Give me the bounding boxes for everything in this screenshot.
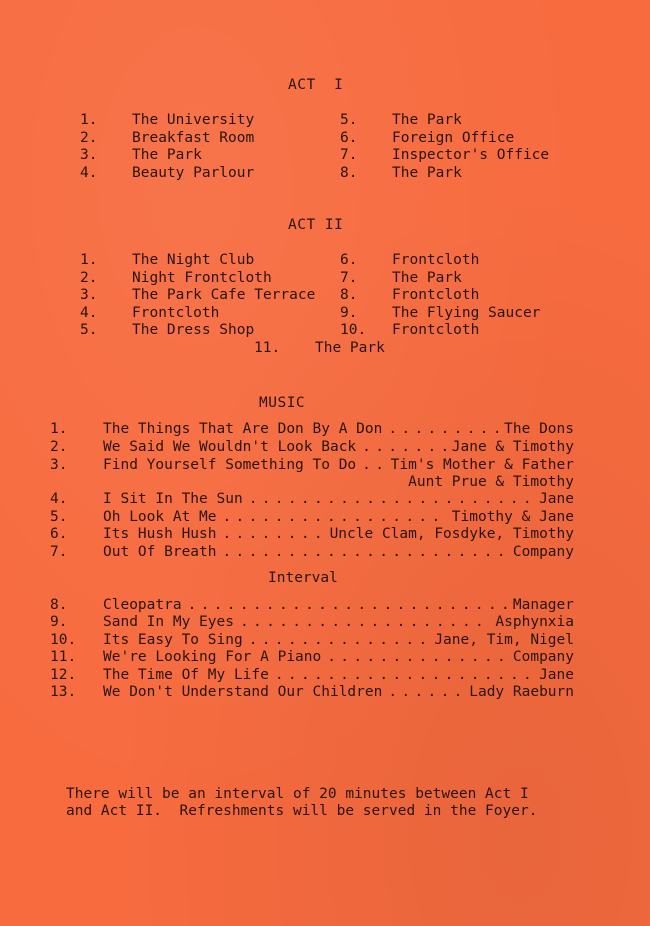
list-item xyxy=(0,112,650,130)
song-number: 5. xyxy=(50,509,68,525)
list-item xyxy=(0,684,650,702)
dot-leader xyxy=(388,421,498,437)
scene-number: 11. xyxy=(254,339,281,356)
song-title: Out Of Breath xyxy=(103,544,217,560)
scene-name: The University xyxy=(132,112,255,128)
list-item xyxy=(0,147,650,165)
scene-name: Frontcloth xyxy=(392,252,480,268)
interval-label: Interval xyxy=(268,570,338,586)
song-number: 11. xyxy=(50,649,77,665)
song-number: 3. xyxy=(50,457,68,473)
song-performer: Company xyxy=(512,649,574,665)
list-item xyxy=(0,649,650,667)
scene-name: Frontcloth xyxy=(392,287,480,303)
song-title: Oh Look At Me xyxy=(103,509,217,525)
song-performer: The Dons xyxy=(504,421,574,437)
scene-number: 4. xyxy=(80,304,98,321)
song-performer: Jane xyxy=(539,491,574,507)
list-item xyxy=(0,491,650,509)
song-title: We're Looking For A Piano xyxy=(103,649,322,665)
interval-note-line: and Act II. Refreshments will be served in the Foyer. xyxy=(66,803,538,819)
scene-name: The Night Club xyxy=(132,252,255,268)
dot-leader xyxy=(188,597,507,613)
scene-number: 8. xyxy=(340,164,358,181)
song-performer: Jane xyxy=(539,667,574,683)
act-two-heading: ACT II xyxy=(288,217,344,233)
scene-number: 9. xyxy=(340,304,358,321)
music-heading: MUSIC xyxy=(259,395,306,411)
scene-name: The Park xyxy=(392,164,462,181)
scene-name: The Park xyxy=(392,112,462,128)
song-title: Sand In My Eyes xyxy=(103,614,234,630)
song-performer: Company xyxy=(512,544,574,560)
list-item xyxy=(0,322,650,340)
list-item xyxy=(0,614,650,632)
song-title: The Time Of My Life xyxy=(103,667,269,683)
scene-number: 5. xyxy=(340,112,358,128)
song-number: 13. xyxy=(50,684,77,700)
scene-name: The Dress Shop xyxy=(132,322,255,338)
song-number: 9. xyxy=(50,614,68,630)
dot-leader xyxy=(223,526,324,542)
dot-leader xyxy=(223,509,446,525)
list-item xyxy=(0,544,650,562)
list-item xyxy=(0,130,650,148)
scene-number: 6. xyxy=(340,129,358,146)
act-one-heading: ACT I xyxy=(288,77,344,93)
song-number: 10. xyxy=(50,632,77,648)
dot-leader xyxy=(240,614,489,630)
song-performer: Timothy & Jane xyxy=(451,509,574,525)
dot-leader xyxy=(249,491,533,507)
scene-number: 6. xyxy=(340,252,358,268)
list-item xyxy=(0,165,650,183)
dot-leader xyxy=(327,649,507,665)
scene-number: 4. xyxy=(80,164,98,181)
list-item xyxy=(0,667,650,685)
song-title: We Said We Wouldn't Look Back xyxy=(103,439,357,455)
dot-leader xyxy=(275,667,533,683)
scene-name: The Park xyxy=(392,269,462,286)
song-performer: Jane & Timothy xyxy=(451,439,574,455)
scene-number: 8. xyxy=(340,287,358,303)
song-performer: Uncle Clam, Fosdyke, Timothy xyxy=(329,526,574,542)
list-item xyxy=(0,439,650,457)
list-item xyxy=(0,305,650,323)
song-number: 2. xyxy=(50,439,68,455)
song-title: I Sit In The Sun xyxy=(103,491,243,507)
scene-number: 2. xyxy=(80,269,98,286)
interval-note-line: There will be an interval of 20 minutes between Act I xyxy=(66,786,529,802)
scene-number: 3. xyxy=(80,147,98,163)
scene-number: 1. xyxy=(80,252,98,268)
song-performer: Asphynxia xyxy=(495,614,574,630)
list-item xyxy=(0,526,650,544)
song-performer: Jane, Tim, Nigel xyxy=(434,632,574,648)
dot-leader xyxy=(223,544,507,560)
song-performer: Tim's Mother & Father xyxy=(390,457,574,473)
list-item xyxy=(0,252,650,270)
scene-number: 7. xyxy=(340,269,358,286)
scene-name: Breakfast Room xyxy=(132,129,255,146)
scene-name: The Flying Saucer xyxy=(392,304,541,321)
list-item xyxy=(0,632,650,650)
song-number: 1. xyxy=(50,421,68,437)
song-title: Find Yourself Something To Do xyxy=(103,457,357,473)
scene-name: Frontcloth xyxy=(392,322,480,338)
list-item xyxy=(0,287,650,305)
song-title: The Things That Are Don By A Don xyxy=(103,421,383,437)
scene-name: The Park xyxy=(132,147,202,163)
scene-name: The Park xyxy=(315,339,385,356)
song-number: 12. xyxy=(50,667,77,683)
scene-number: 1. xyxy=(80,112,98,128)
dot-leader xyxy=(388,684,463,700)
song-title: Its Easy To Sing xyxy=(103,632,243,648)
list-item xyxy=(0,421,650,439)
song-title: Its Hush Hush xyxy=(103,526,217,542)
scene-number: 7. xyxy=(340,147,358,163)
song-number: 4. xyxy=(50,491,68,507)
song-performer: Lady Raeburn xyxy=(469,684,574,700)
song-number: 7. xyxy=(50,544,68,560)
song-title: We Don't Understand Our Children xyxy=(103,684,383,700)
song-title: Cleopatra xyxy=(103,597,182,613)
scene-name: Inspector's Office xyxy=(392,147,550,163)
list-item xyxy=(0,597,650,615)
song-number: 8. xyxy=(50,597,68,613)
scene-name: Foreign Office xyxy=(392,129,515,146)
scene-number: 3. xyxy=(80,287,98,303)
interval-note xyxy=(66,786,537,820)
list-item-continuation xyxy=(0,474,650,492)
song-performer-continued: Aunt Prue & Timothy xyxy=(408,474,574,490)
scene-number: 5. xyxy=(80,322,98,338)
scene-name: Night Frontcloth xyxy=(132,269,272,286)
dot-leader xyxy=(249,632,429,648)
scene-name: Frontcloth xyxy=(132,304,220,321)
song-performer: Manager xyxy=(512,597,574,613)
list-item xyxy=(0,270,650,288)
list-item xyxy=(0,509,650,527)
scene-number: 10. xyxy=(340,322,367,338)
song-number: 6. xyxy=(50,526,68,542)
dot-leader xyxy=(362,457,385,473)
scene-name: Beauty Parlour xyxy=(132,164,255,181)
list-item xyxy=(0,340,650,358)
scene-number: 2. xyxy=(80,129,98,146)
dot-leader xyxy=(362,439,446,455)
list-item xyxy=(0,457,650,475)
scene-name: The Park Cafe Terrace xyxy=(132,287,316,303)
